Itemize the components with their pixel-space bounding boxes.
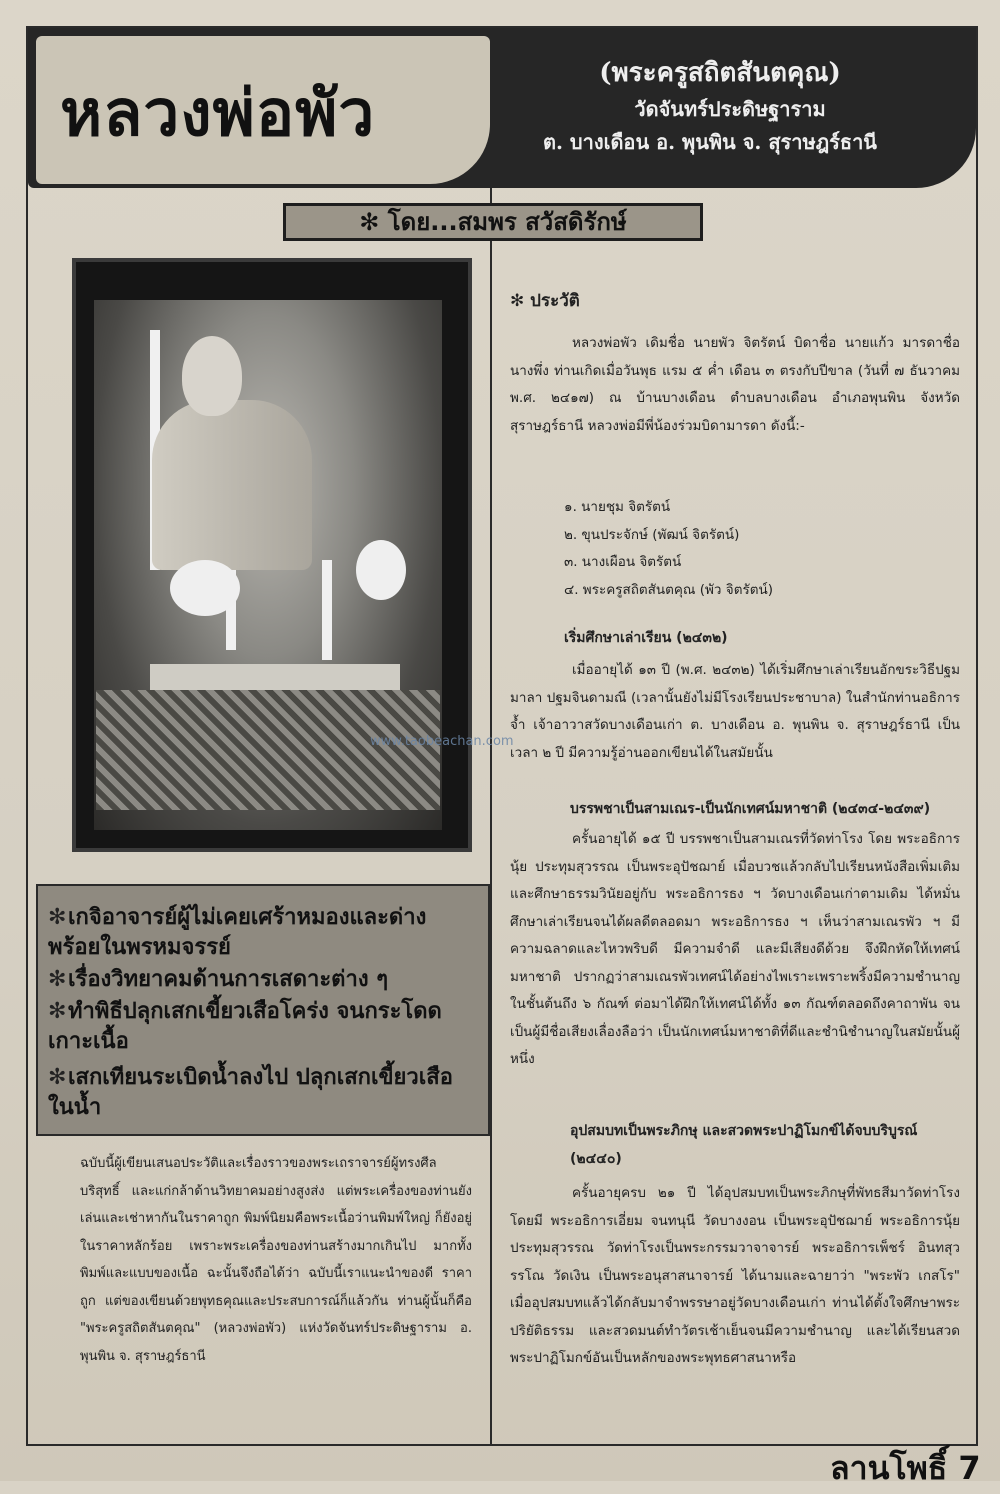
flower-left	[170, 560, 240, 616]
monk-official-name: (พระครูสถิตสันตคุณ)	[599, 58, 841, 88]
list-item: ๑. นายชุม จิตรัตน์	[564, 499, 671, 515]
candle-right	[322, 560, 332, 660]
temple-location: ต. บางเดือน อ. พุนพิน จ. สุราษฎร์ธานี	[543, 130, 877, 154]
asterisk-icon: ✻	[48, 1065, 67, 1090]
temple-name: วัดจันทร์ประดิษฐาราม	[634, 97, 826, 121]
biography-intro: หลวงพ่อพัว เดิมชื่อ นายพัว จิตรัตน์ บิดาชื่อ นายแก้ว มารดาชื่อ นางพึ่ง ท่านเกิดเมื่อวันพุธ แรม ๕ ค่ำ เดือน ๓ ตรงกับปีขาล (วันที่ ๗ ธันวาคม พ.ศ. ๒๔๑๗) ณ บ้านบางเดือน ตำบลบางเดือน อำเภอพุนพิน จังหวัดสุราษฎร์ธานี หลวงพ่อมีพี่น้องร่วมบิดามารดา ดังนี้:-	[510, 335, 960, 434]
ordination-heading: อุปสมบทเป็นพระภิกษุ และสวดพระปาฏิโมกข์ได้จบบริบูรณ์ (๒๔๔๐)	[570, 1123, 918, 1167]
novice-heading: บรรพชาเป็นสามเณร-เป็นนักเทศน์มหาชาติ (๒๔๓๔-๒๔๓๙)	[570, 801, 931, 817]
section-title: ✻ ประวัติ	[510, 291, 580, 311]
column-divider	[490, 188, 492, 1444]
highlight-item: ✻ทำพิธีปลุกเสกเขี้ยวเสือโคร่ง จนกระโดดเกาะเนื้อ	[48, 999, 442, 1054]
flower-right	[356, 540, 406, 600]
magazine-footer: ลานโพธิ์ 7	[830, 1449, 981, 1487]
list-item: ๒. ขุนประจักษ์ (พัฒน์ จิตรัตน์)	[564, 526, 740, 543]
monk-figure	[152, 400, 312, 570]
highlight-item: ✻เสกเทียนระเบิดน้ำลงไป ปลุกเสกเขี้ยวเสือในน้ำ	[48, 1065, 453, 1120]
asterisk-icon: ✻	[48, 905, 67, 930]
altar-cloth	[96, 690, 440, 810]
highlight-item: ✻เกจิอาจารย์ผู้ไม่เคยเศร้าหมองและด่างพร้อยในพรหมจรรย์	[48, 905, 427, 960]
novice-paragraph: ครั้นอายุได้ ๑๕ ปี บรรพชาเป็นสามเณรที่วัดท่าโรง โดย พระอธิการนุ้ย ประทุมสุวรรณ เป็นพระอุปัชฌาย์ เมื่อบวชแล้วกลับไปเรียนหนังสือเพิ่มเติมและศึกษาธรรมวินัยอยู่กับ พระอธิการธง ฯ วัดบางเดือนเก่าตามเดิม ได้หมั่นศึกษาเล่าเรียนจนได้ผลดีตลอดมา พระอธิการธง ฯ เห็นว่าสามเณรพัว ฯ มีความฉลาดและไหวพริบดี มีความจำดี และมีเสียงดีด้วย จึงฝึกหัดให้เทศน์มหาชาติ ปรากฏว่าสามเณรพัวเทศน์ได้อย่างไพเราะเพราะพริ้งมีความชำนาญในชั้นต้นถึง ๖ กัณฑ์ ต่อมาได้ฝึกให้เทศน์ได้ทั้ง ๑๓ กัณฑ์ตลอดถึงคาถาพัน จนเป็นผู้มีชื่อเสียงเลื่องลือว่า เป็นนักเทศน์มหาชาติที่ดีและชำนิชำนาญในสมัยนั้นผู้หนึ่ง	[510, 831, 960, 1067]
siblings-list	[510, 494, 960, 604]
author-byline: ✻ โดย...สมพร สวัสดิรักษ์	[283, 203, 703, 241]
highlight-item: ✻เรื่องวิทยาคมด้านการเสดาะต่าง ๆ	[48, 965, 478, 995]
study-heading: เริ่มศึกษาเล่าเรียน (๒๔๓๒)	[564, 630, 728, 646]
page-title: หลวงพ่อพัว	[60, 77, 376, 151]
intro-paragraph: ฉบับนี้ผู้เขียนเสนอประวัติและเรื่องราวของพระเถราจารย์ผู้ทรงศีลบริสุทธิ์ และแก่กล้าด้านวิทยาคมอย่างสูงส่ง แต่พระเครื่องของท่านยังเล่นและเช่าหากันในราคาถูก พิมพ์นิยมคือพระเนื้อว่านพิมพ์ใหญ่ ก็ยังอยู่ในราคาหลักร้อย เพราะพระเครื่องของท่านสร้างมากเกินไป มากทั้งพิมพ์และแบบของเนื้อ ฉะนั้นจึงถือได้ว่า ฉบับนี้เราแนะนำของดี ราคาถูก แต่ของเขียนด้วยพุทธคุณและประสบการณ์ก็แล้วกัน ท่านผู้นั้นก็คือ "พระครูสถิตสันตคุณ" (หลวงพ่อพัว) แห่งวัดจันทร์ประดิษฐาราม อ. พุนพิน จ. สุราษฎร์ธานี	[80, 1156, 472, 1364]
list-item: ๓. นางเผือน จิตรัตน์	[564, 554, 682, 570]
monk-head	[182, 336, 242, 416]
list-item: ๔. พระครูสถิตสันตคุณ (พัว จิตรัตน์)	[564, 581, 773, 598]
asterisk-icon: ✻	[48, 999, 67, 1024]
watermark: www.taobeachan.com	[370, 734, 514, 749]
ordination-paragraph: ครั้นอายุครบ ๒๑ ปี ได้อุปสมบทเป็นพระภิกษุที่พัทธสีมาวัดท่าโรง โดยมี พระอธิการเอี่ยม จนทนุนี วัดบางงอน เป็นพระอุปัชฌาย์ พระอธิการนุ้ย ประทุมสุวรรณ วัดท่าโรงเป็นพระกรรมวาจาจารย์ พระอธิการเพ็ชร์ อินทสุวรรโณ วัดเงิน เป็นพระอนุสาสนาจารย์ ได้นามและฉายาว่า "พระพัว เกสโร" เมื่ออุปสมบทแล้วได้กลับมาจำพรรษาอยู่วัดบางเดือนเก่า ท่านได้ตั้งใจศึกษาพระปริยัติธรรม และสวดมนต์ทำวัตรเช้าเย็นจนมีความชำนาญ และได้เรียนสวดพระปาฏิโมกข์อันเป็นหลักของพระพุทธศาสนาหรือ	[510, 1185, 960, 1366]
asterisk-icon: ✻	[48, 967, 67, 992]
study-paragraph: เมื่ออายุได้ ๑๓ ปี (พ.ศ. ๒๔๓๒) ได้เริ่มศึกษาเล่าเรียนอักขระวิธีปฐมมาลา ปฐมจินดามณี (เวลานั้นยังไม่มีโรงเรียนประชาบาล) ในสำนักท่านอธิการจ้ำ เจ้าอาวาสวัดบางเดือนเก่า ต. บางเดือน อ. พุนพิน จ. สุราษฎร์ธานี เป็นเวลา ๒ ปี มีความรู้อ่านออกเขียนได้ในสมัยนั้น	[510, 662, 960, 761]
